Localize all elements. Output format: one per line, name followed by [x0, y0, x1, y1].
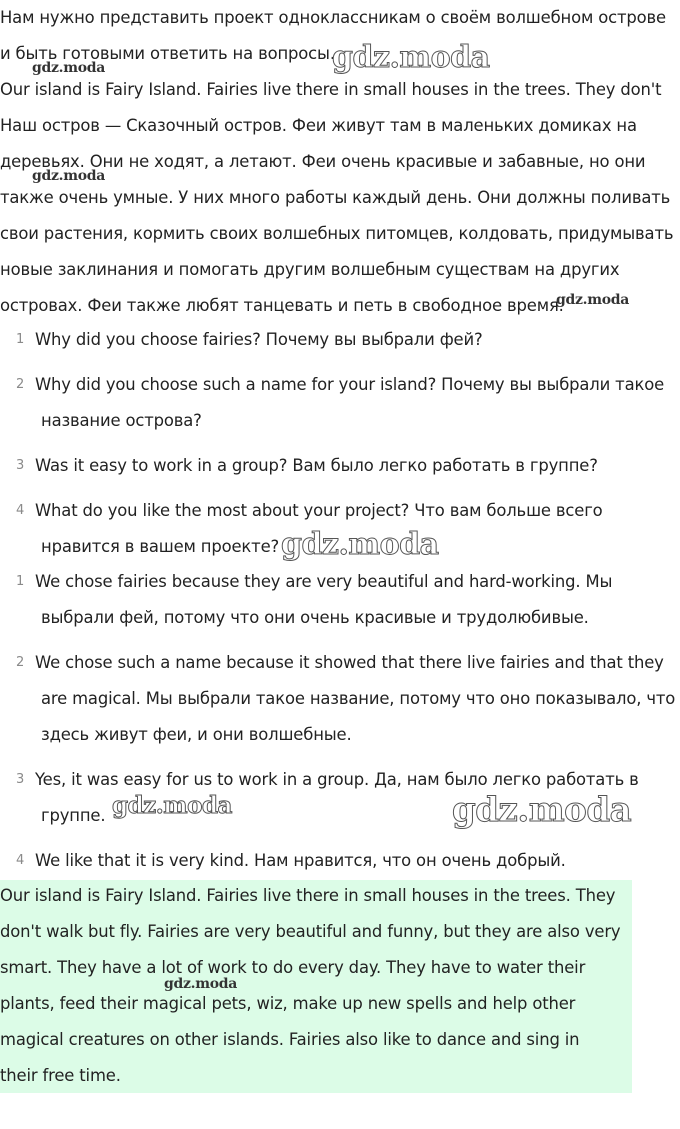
item-number: 1: [15, 574, 25, 589]
text-line: новые заклинания и помогать другим волшебным существам на других: [0, 260, 620, 279]
watermark: gdz.moda: [452, 790, 632, 830]
text-line: деревьях. Они не ходят, а летают. Феи очень красивые и забавные, но они: [0, 152, 646, 171]
answer-item: [0, 645, 680, 753]
watermark: gdz.moda: [32, 168, 106, 184]
text-line: свои растения, кормить своих волшебных питомцев, колдовать, придумывать: [0, 224, 674, 243]
watermark: gdz.moda: [32, 60, 106, 76]
item-number: 1: [15, 332, 25, 347]
answer-text: Yes, it was easy for us to work in a group. Да, нам было легко работать в: [35, 770, 639, 789]
english-intro: [0, 72, 676, 108]
item-number: 3: [15, 772, 25, 787]
watermark: gdz.moda: [112, 792, 232, 819]
answer-text: We chose fairies because they are very beautiful and hard-working. Мы: [35, 572, 613, 591]
answer-item: [0, 843, 680, 879]
watermark: gdz.moda: [164, 976, 238, 992]
text-line: their free time.: [0, 1066, 121, 1085]
answer-text: группе.: [41, 806, 106, 825]
watermark: gdz.moda: [332, 40, 490, 75]
text-line: don't walk but fly. Fairies are very beautiful and funny, but they are also very: [0, 922, 621, 941]
answer-text: выбрали фей, потому что они очень красивые и трудолюбивые.: [41, 608, 589, 627]
watermark: gdz.moda: [281, 527, 439, 562]
text-line: plants, feed their magical pets, wiz, make up new spells and help other: [0, 994, 576, 1013]
text-line: magical creatures on other islands. Fairies also like to dance and sing in: [0, 1030, 580, 1049]
question-item: [0, 367, 680, 439]
answer-item: [0, 564, 680, 636]
text-line: также очень умные. У них много работы каждый день. Они должны поливать: [0, 188, 671, 207]
item-number: 2: [15, 655, 25, 670]
question-text: What do you like the most about your project? Что вам больше всего: [35, 501, 603, 520]
question-text: Why did you choose such a name for your island? Почему вы выбрали такое: [35, 375, 665, 394]
text-line: smart. They have a lot of work to do every day. They have to water their: [0, 958, 586, 977]
question-text: нравится в вашем проекте?: [41, 537, 280, 556]
task-line: Нам нужно представить проект одноклассникам о своём волшебном острове: [0, 8, 666, 27]
question-text: Why did you choose fairies? Почему вы выбрали фей?: [35, 330, 483, 349]
question-item: [0, 448, 680, 484]
text-line: Our island is Fairy Island. Fairies live there in small houses in the trees. They: [0, 886, 616, 905]
item-number: 4: [15, 853, 25, 868]
text-line: островах. Феи также любят танцевать и петь в свободное время.: [0, 296, 564, 315]
answer-text: здесь живут феи, и они волшебные.: [41, 725, 352, 744]
item-number: 4: [15, 503, 25, 518]
answer-text: are magical. Мы выбрали такое название, потому что оно показывало, что: [41, 689, 676, 708]
item-number: 3: [15, 458, 25, 473]
task-line: и быть готовыми ответить на вопросы.: [0, 44, 335, 63]
watermark: gdz.moda: [556, 292, 630, 308]
item-number: 2: [15, 377, 25, 392]
english-text: [0, 878, 630, 1094]
question-text: название острова?: [41, 411, 202, 430]
answer-text: We chose such a name because it showed that there live fairies and that they: [35, 653, 664, 672]
question-item: [0, 322, 680, 358]
text-line: Наш остров — Сказочный остров. Феи живут там в маленьких домиках на: [0, 116, 637, 135]
english-intro-line: Our island is Fairy Island. Fairies live there in small houses in the trees. They don't: [0, 80, 662, 99]
answer-text: We like that it is very kind. Нам нравится, что он очень добрый.: [35, 851, 566, 870]
question-text: Was it easy to work in a group? Вам было легко работать в группе?: [35, 456, 598, 475]
